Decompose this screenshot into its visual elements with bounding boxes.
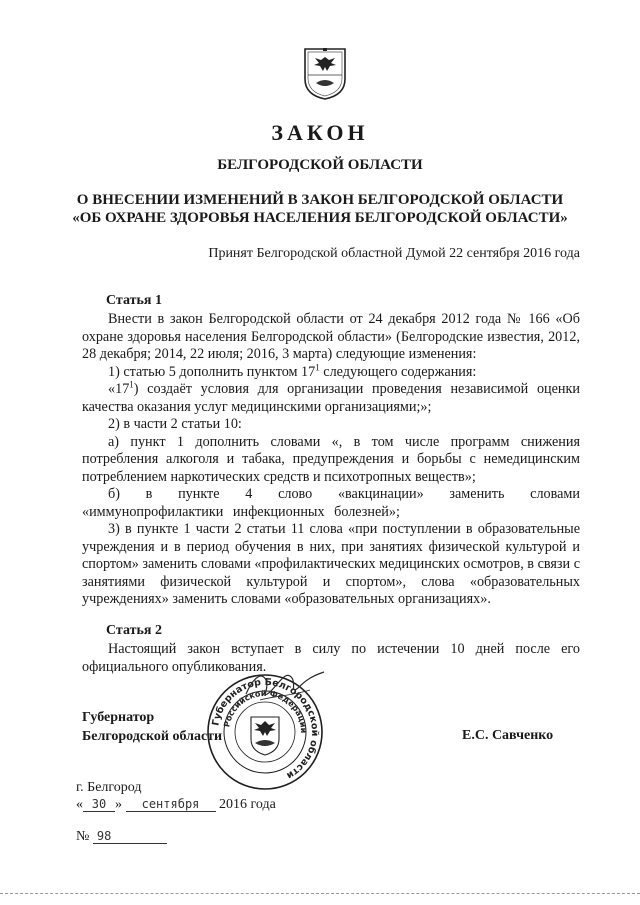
article-2-paragraph: Настоящий закон вступает в силу по истечении 10 дней после его официального опубликования. [82,641,580,675]
article-1-paragraph: 3) в пункте 1 части 2 статьи 11 слова «при поступлении в образовательные учреждения и в период обучения в них, при занятиях физической культурой и спортом» заменить словами «профилактических медицинских осмотров, в связи с занятиями физической культурой и спортом», слова «образовательных учреждениях» заменить словами «образовательных организациях». [82,521,580,607]
article-2-heading: Статья 2 [106,623,162,638]
text-run: следующего содержания: [319,363,477,380]
document-title: ЗАКОН [271,120,369,145]
date-bracket: « [76,797,83,812]
date-day: 30 [83,797,115,812]
date-bracket: » [115,797,122,812]
article-1-paragraph: 2) в части 2 статьи 10: [108,416,242,432]
role-line: Белгородской области [82,729,223,744]
scan-edge-line [0,893,640,895]
seal-outer-text: Губернатор Белгородской области [210,676,321,782]
seal-inner-text: Российской Федерации [222,688,309,734]
article-1-paragraph: а) пункт 1 дополнить словами «, в том числе программ снижения потребления алкоголя и табака, предупреждения и борьбы с немедицинским потреблением наркотических средств и психотропных веществ»; [82,433,580,485]
text-run: «17 [108,381,130,397]
role-line: Губернатор [82,710,155,725]
subject-line-2: «ОБ ОХРАНЕ ЗДОРОВЬЯ НАСЕЛЕНИЯ БЕЛГОРОДСКОЙ ОБЛАСТИ» [72,210,568,226]
date-month: сентября [126,797,216,812]
signatory-name: Е.С. Савченко [462,728,554,743]
article-1-paragraph: б) в пункте 4 слово «вакцинации» заменить словами «иммунопрофилактики инфекционных болезней»; [82,486,580,520]
place-of-signing: г. Белгород [76,780,142,795]
date-year: 2016 года [219,797,276,812]
article-1-body [82,311,580,609]
text-run: ) создаёт условия для организации проведения независимой оценки качества оказания услуг медицинскими организациями;»; [82,381,580,415]
article-2-body [82,641,580,676]
text-run: 1) статью 5 дополнить пунктом 17 [108,363,316,380]
number-label: № [76,829,90,844]
superscript: 1 [315,361,320,372]
signatory-role [82,708,222,746]
law-number [76,829,167,845]
handwritten-signature-icon [240,650,330,710]
region-heading: БЕЛГОРОДСКОЙ ОБЛАСТИ [217,157,423,173]
subject-line-1: О ВНЕСЕНИИ ИЗМЕНЕНИЙ В ЗАКОН БЕЛГОРОДСКОЙ ОБЛАСТИ [76,192,564,208]
article-1-heading: Статья 1 [106,293,162,308]
coat-of-arms-icon [302,45,348,101]
article-1-paragraph [82,361,580,382]
article-1-paragraph: Внести в закон Белгородской области от 24 декабря 2012 года № 166 «Об охране здоровья населения Белгородской области» (Белгородские известия, 2012, 28 декабря; 2014, 22 июля; 2016, 3 марта) следующие изменения: [82,311,580,362]
adoption-note: Принят Белгородской областной Думой 22 сентября 2016 года [208,246,580,261]
article-1-paragraph [82,381,580,416]
number-value: 98 [93,829,167,844]
signing-date [76,797,276,813]
superscript: 1 [129,379,134,390]
